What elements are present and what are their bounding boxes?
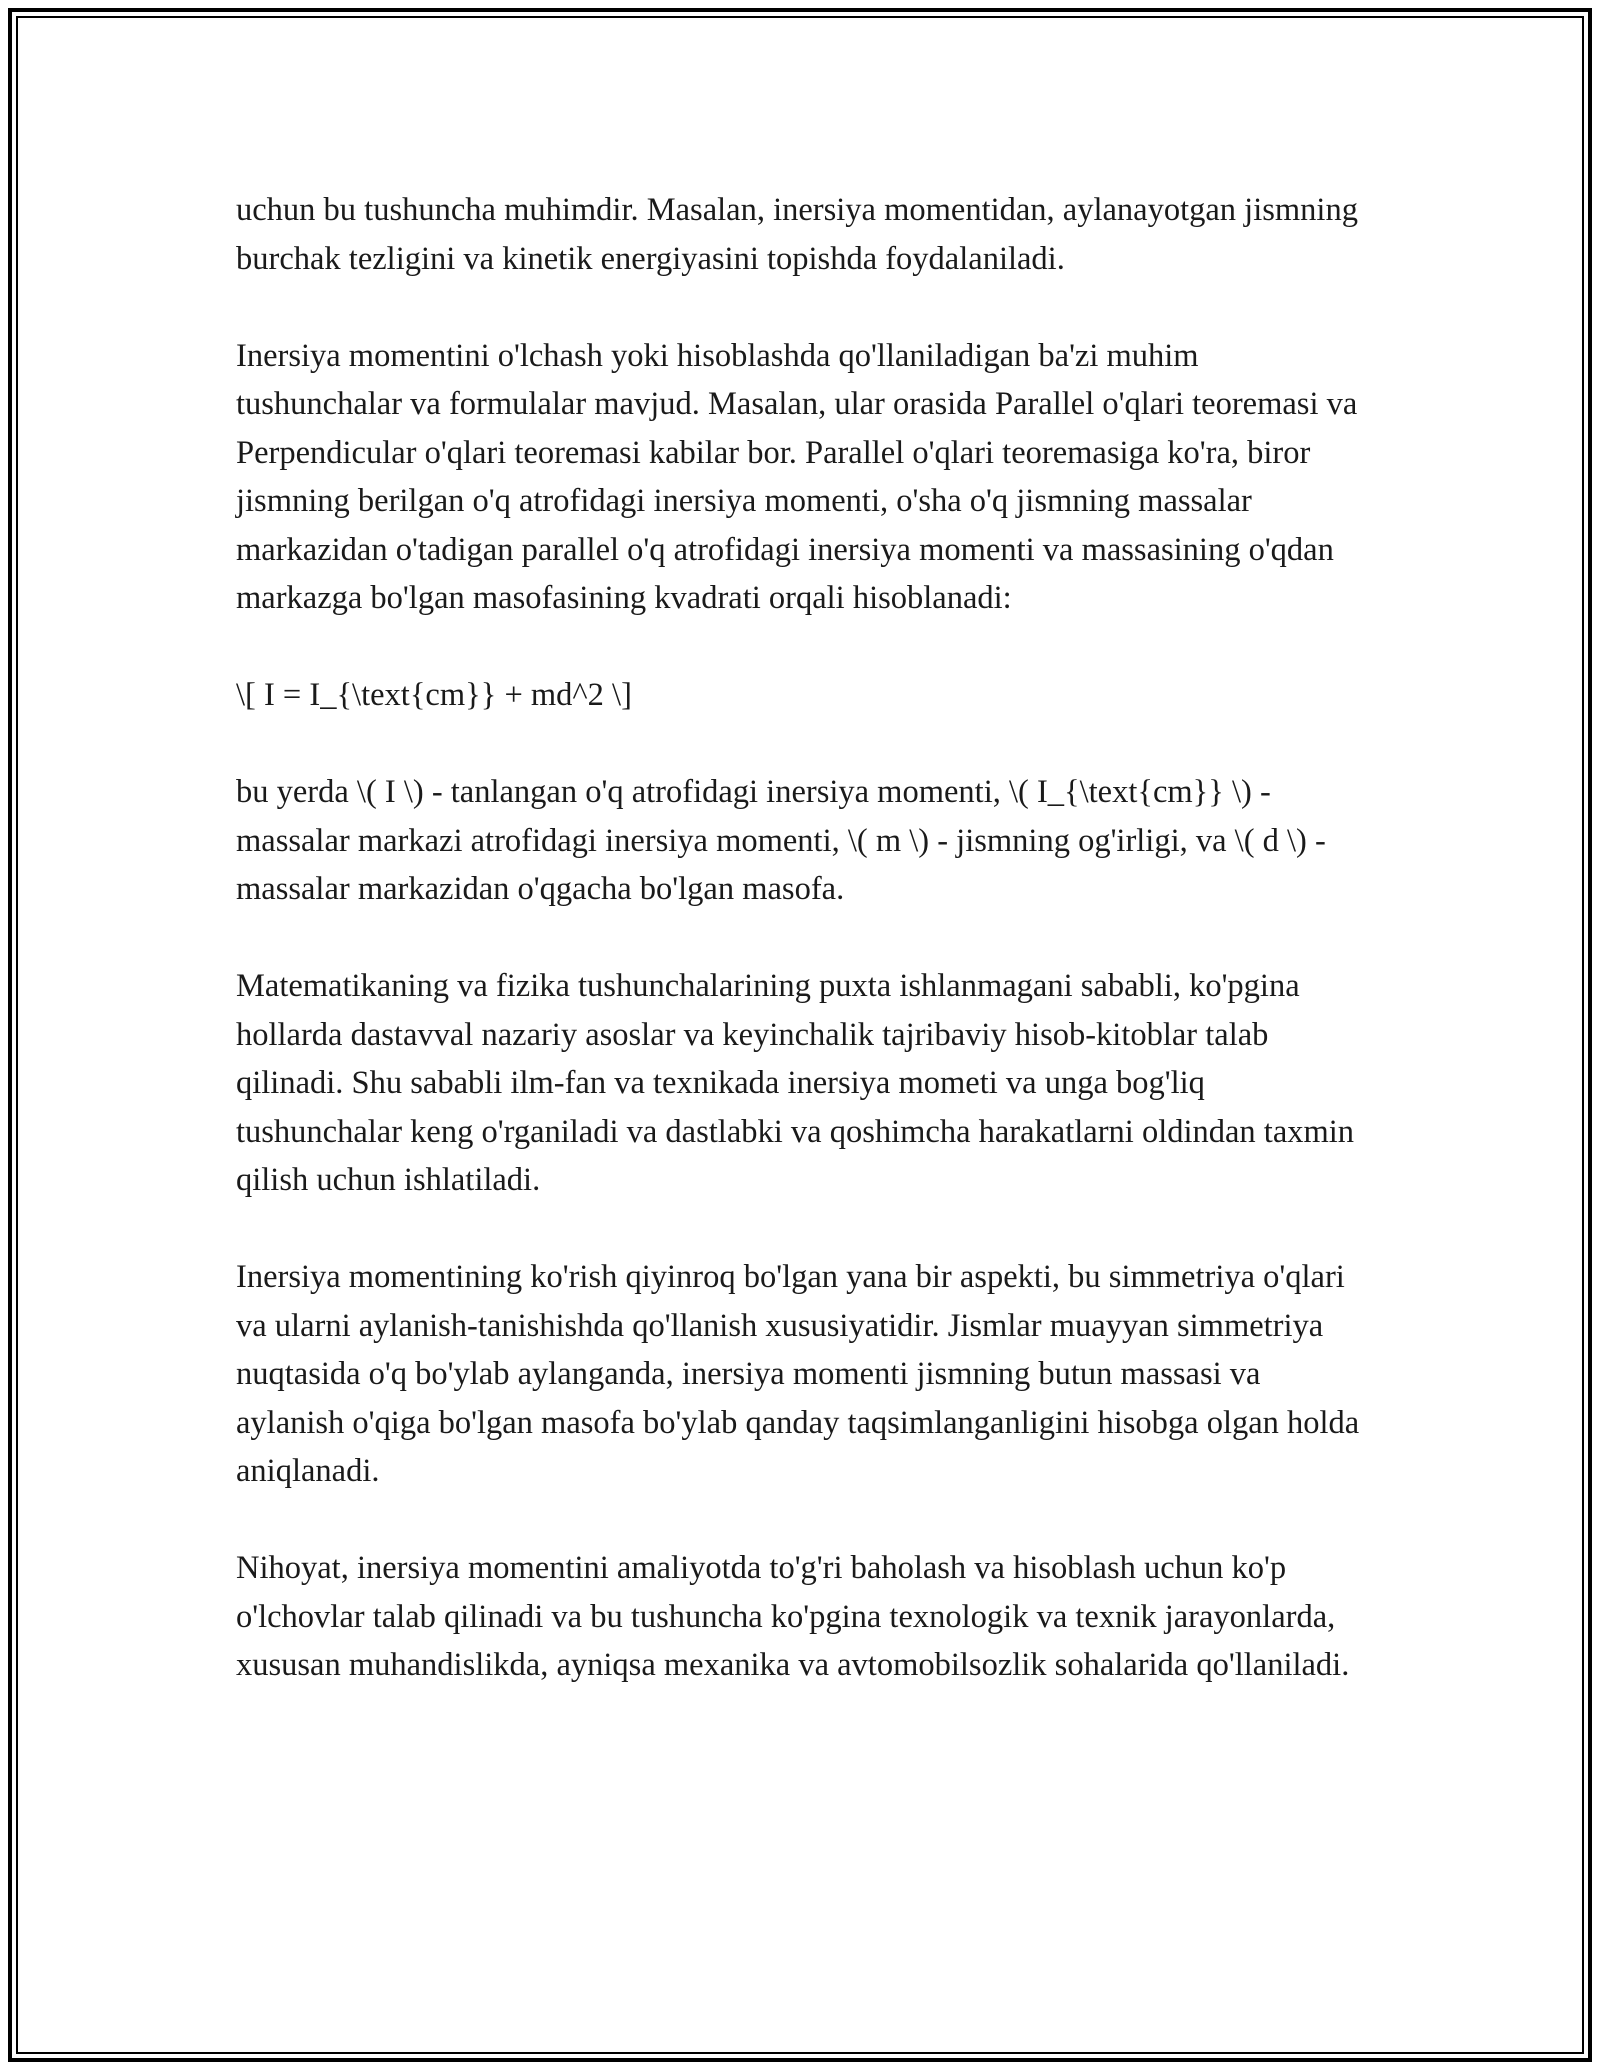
paragraph-intro: uchun bu tushuncha muhimdir. Masalan, inersiya momentidan, aylanayotgan jismning burchak tezligini va kinetik energiyasini topishda foydalaniladi. [236,192,1358,277]
paragraph-theory: Matematikaning va fizika tushunchalarining puxta ishlanmagani sababli, ko'pgina hollarda dastavval nazariy asoslar va keyinchalik tajribaviy hisob-kitoblar talab qilinadi. Shu sababli ilm-fan va texnikada inersiya mometi va unga bog'liq tushunchalar keng o'rganiladi va dastlabki va qoshimcha harakatlarni oldindan taxmin qilish uchun ishlatiladi. [236,968,1355,1198]
paragraph-formulas: Inersiya momentini o'lchash yoki hisoblashda qo'llaniladigan ba'zi muhim tushunchalar va formulalar mavjud. Masalan, ular orasida Parallel o'qlari teoremasi va Perpendicular o'qlari teoremasi kabilar bor. Parallel o'qlari teoremasiga ko'ra, biror jismning berilgan o'q atrofidagi inersiya momenti, o'sha o'q jismning massalar markazidan o'tadigan parallel o'q atrofidagi inersiya momenti va massasining o'qdan markazga bo'lgan masofasining kvadrati orqali hisoblanadi: [236,337,1358,616]
document-body [236,186,1366,1738]
paragraph-conclusion: Nihoyat, inersiya momentini amaliyotda to'g'ri baholash va hisoblash uchun ko'p o'lchovlar talab qilinadi va bu tushuncha ko'pgina texnologik va texnik jarayonlarda, xususan muhandislikda, ayniqsa mexanika va avtomobilsozlik sohalarida qo'llaniladi. [236,1550,1350,1683]
formula-parallel-axis: \[ I = I_{\text{cm}} + md^2 \] [236,677,632,713]
paragraph-symmetry: Inersiya momentining ko'rish qiyinroq bo'lgan yana bir aspekti, bu simmetriya o'qlari va ularni aylanish-tanishishda qo'llanish xususiyatidir. Jismlar muayyan simmetriya nuqtasida o'q bo'ylab aylanganda, inersiya momenti jismning butun massasi va aylanish o'qiga bo'lgan masofa bo'ylab qanday taqsimlanganligini hisobga olgan holda aniqlanadi. [236,1259,1360,1489]
paragraph-formula-legend: bu yerda \( I \) - tanlangan o'q atrofidagi inersiya momenti, \( I_{\text{cm}} \) - massalar markazi atrofidagi inersiya momenti, \( m \) - jismning og'irligi, va \( d \) - massalar markazidan o'qgacha bo'lgan masofa. [236,774,1326,907]
